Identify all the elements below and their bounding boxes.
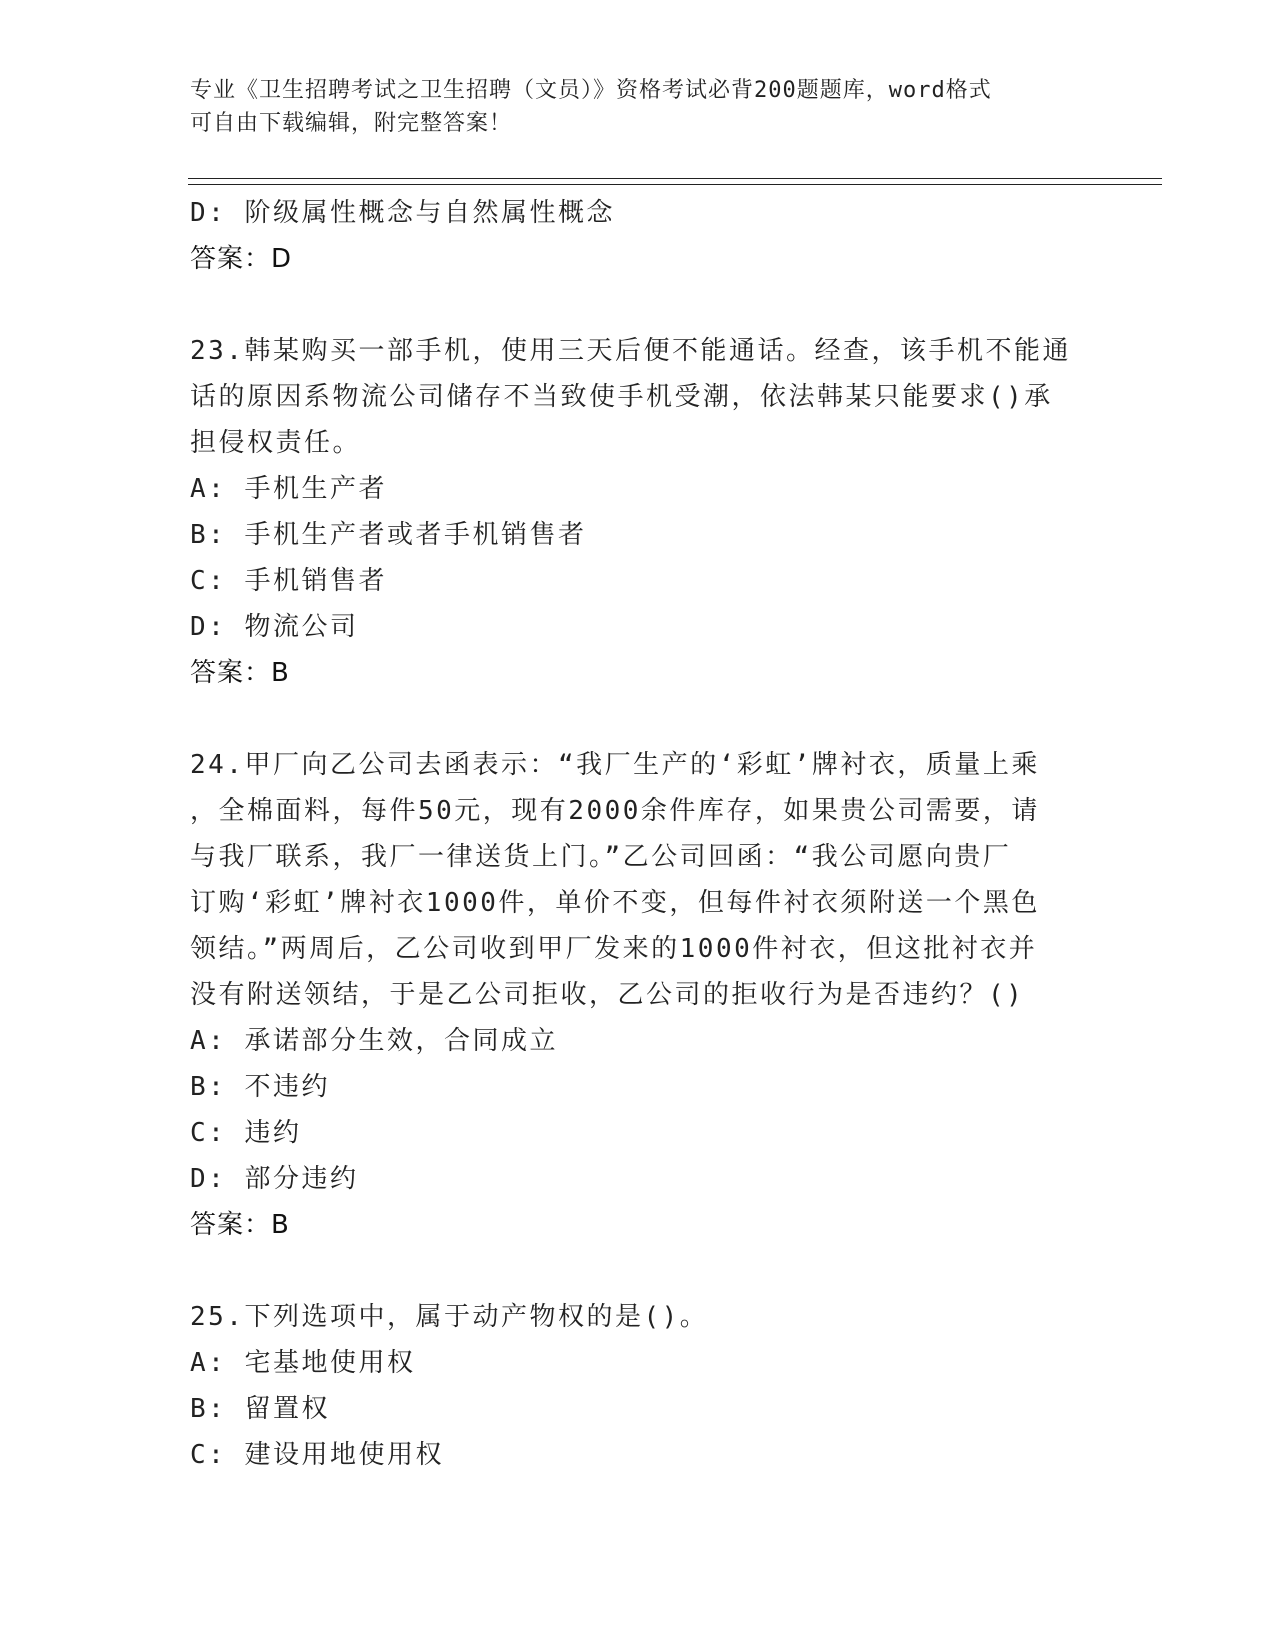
- question-24-option-b: B: 不违约: [190, 1072, 330, 1102]
- prev-option-d: D: 阶级属性概念与自然属性概念: [190, 198, 615, 228]
- header-divider-bottom: [188, 184, 1162, 185]
- question-23-option-c: C: 手机销售者: [190, 566, 387, 596]
- header-line-1: 专业《卫生招聘考试之卫生招聘（文员）》资格考试必背200题题库，word格式: [190, 78, 992, 103]
- question-23-option-d: D: 物流公司: [190, 612, 359, 642]
- spacer: [190, 696, 1090, 742]
- question-25-option-b: B: 留置权: [190, 1394, 330, 1424]
- question-24-stem-line: 领结。”两周后，乙公司收到甲厂发来的1000件衬衣，但这批衬衣并: [190, 934, 1038, 964]
- question-24: [190, 742, 1090, 1248]
- question-23-stem-line: 话的原因系物流公司储存不当致使手机受潮，依法韩某只能要求()承: [190, 382, 1053, 412]
- question-25-stem-line: 25.下列选项中，属于动产物权的是()。: [190, 1302, 709, 1332]
- question-24-option-d: D: 部分违约: [190, 1164, 359, 1194]
- question-23: [190, 328, 1090, 696]
- question-24-stem-line: 24.甲厂向乙公司去函表示：“我厂生产的‘彩虹’牌衬衣，质量上乘: [190, 750, 1040, 780]
- question-24-stem-line: ，全棉面料，每件50元，现有2000余件库存，如果贵公司需要，请: [190, 796, 1040, 826]
- question-24-stem-line: 订购‘彩虹’牌衬衣1000件，单价不变，但每件衬衣须附送一个黑色: [190, 888, 1040, 918]
- question-24-answer: 答案：B: [190, 1210, 290, 1240]
- question-content: [190, 190, 1090, 1478]
- header-divider-top: [188, 178, 1162, 179]
- spacer: [190, 282, 1090, 328]
- spacer: [190, 1248, 1090, 1294]
- question-25: [190, 1294, 1090, 1478]
- question-24-stem-line: 与我厂联系，我厂一律送货上门。”乙公司回函：“我公司愿向贵厂: [190, 842, 1012, 872]
- question-23-option-b: B: 手机生产者或者手机销售者: [190, 520, 587, 550]
- question-25-option-c: C: 建设用地使用权: [190, 1440, 444, 1470]
- question-25-option-a: A: 宅基地使用权: [190, 1348, 416, 1378]
- question-23-stem-line: 23.韩某购买一部手机，使用三天后便不能通话。经查，该手机不能通: [190, 336, 1071, 366]
- question-23-stem-line: 担侵权责任。: [190, 428, 362, 458]
- header-line-2: 可自由下载编辑，附完整答案！: [190, 111, 513, 136]
- question-24-option-a: A: 承诺部分生效，合同成立: [190, 1026, 558, 1056]
- prev-answer: 答案：D: [190, 244, 293, 274]
- question-23-option-a: A: 手机生产者: [190, 474, 387, 504]
- document-header: [190, 74, 1070, 140]
- question-24-option-c: C: 违约: [190, 1118, 302, 1148]
- question-24-stem-line: 没有附送领结，于是乙公司拒收，乙公司的拒收行为是否违约？(): [190, 980, 1025, 1010]
- question-23-answer: 答案：B: [190, 658, 290, 688]
